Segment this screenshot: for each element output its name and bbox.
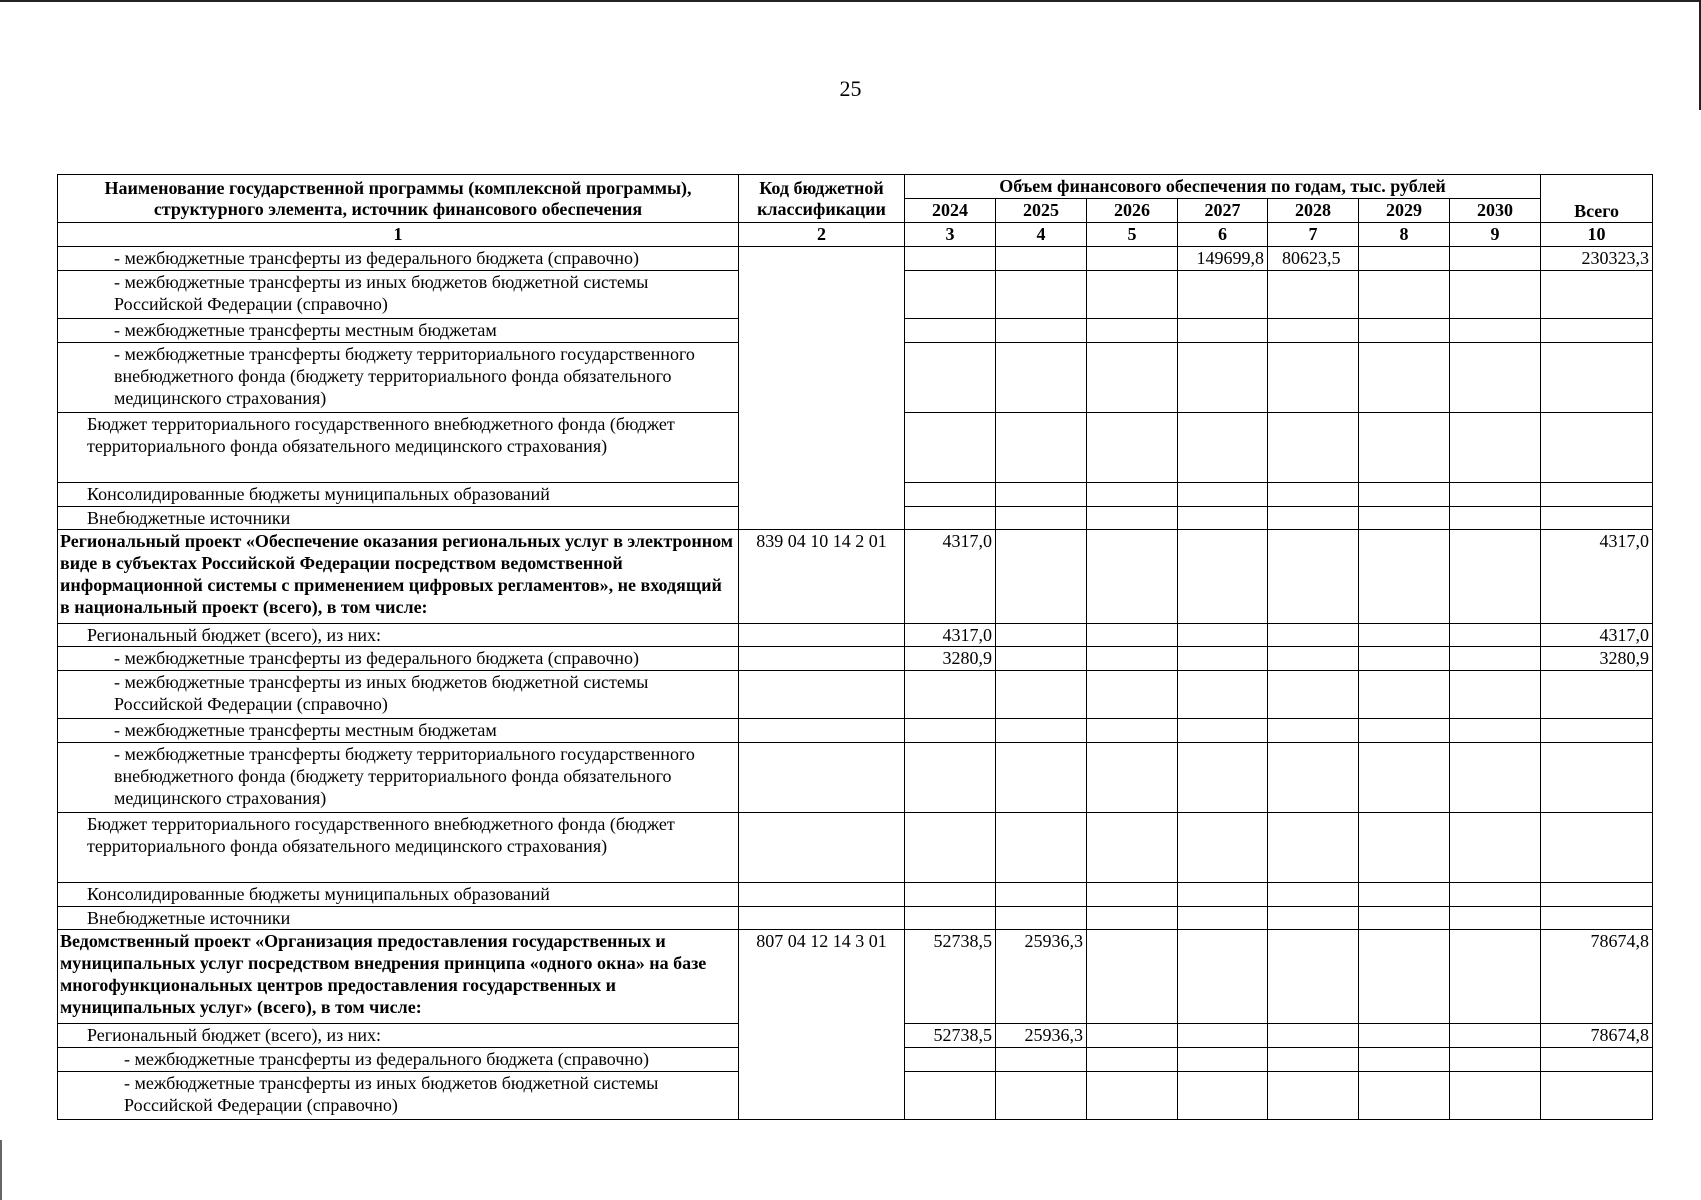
- column-number: 9: [1450, 223, 1541, 247]
- budget-code-cell: [739, 671, 905, 719]
- column-number: 5: [1087, 223, 1178, 247]
- header-year: 2024: [905, 199, 996, 223]
- total-value-cell: [1541, 883, 1653, 907]
- year-value-cell: [1178, 930, 1268, 1024]
- budget-code-cell: [739, 343, 905, 413]
- year-value-cell: [1268, 530, 1359, 624]
- year-value-cell: [1087, 907, 1178, 930]
- total-value-cell: [1541, 671, 1653, 719]
- year-value-cell: [1178, 883, 1268, 907]
- year-value-cell: [905, 719, 996, 743]
- year-value-cell: [905, 671, 996, 719]
- header-year: 2025: [996, 199, 1087, 223]
- year-value-cell: [1359, 530, 1450, 624]
- year-value-cell: [1359, 319, 1450, 343]
- budget-code-cell: [739, 813, 905, 883]
- year-value-cell: [996, 271, 1087, 319]
- year-value-cell: [996, 883, 1087, 907]
- project-name-cell: Ведомственный проект «Организация предоставления государственных и муниципальных услуг посредством внедрения принципа «одного окна» на базе многофункциональных центров предоставления государственных и муниципальных услуг» (всего), в том числе:: [58, 930, 739, 1024]
- header-row-top: [58, 175, 1653, 199]
- year-value-cell: [1450, 247, 1541, 271]
- year-value-cell: [1268, 624, 1359, 647]
- source-name-cell: - межбюджетные трансферты местным бюджетам: [58, 319, 739, 343]
- budget-code-cell: [739, 247, 905, 271]
- year-value-cell: [996, 743, 1087, 813]
- year-value-cell: [905, 813, 996, 883]
- year-value-cell: [1450, 907, 1541, 930]
- year-value-cell: [1178, 907, 1268, 930]
- year-value-cell: [1178, 483, 1268, 507]
- year-value-cell: [1087, 319, 1178, 343]
- year-value-cell: [1359, 907, 1450, 930]
- year-value-cell: [1450, 671, 1541, 719]
- year-value-cell: [996, 719, 1087, 743]
- budget-code-cell: 839 04 10 14 2 01: [739, 530, 905, 624]
- year-value-cell: [1450, 719, 1541, 743]
- year-value-cell: [1087, 883, 1178, 907]
- year-value-cell: [1087, 813, 1178, 883]
- year-value-cell: [1450, 530, 1541, 624]
- year-value-cell: [1450, 1048, 1541, 1072]
- year-value-cell: [1087, 624, 1178, 647]
- year-value-cell: 3280,9: [905, 647, 996, 671]
- table-row: [58, 1048, 1653, 1072]
- total-value-cell: [1541, 271, 1653, 319]
- year-value-cell: [905, 483, 996, 507]
- total-value-cell: 78674,8: [1541, 1024, 1653, 1048]
- year-value-cell: [1359, 1072, 1450, 1120]
- year-value-cell: [1178, 343, 1268, 413]
- year-value-cell: [1268, 883, 1359, 907]
- source-name-cell: Консолидированные бюджеты муниципальных образований: [58, 483, 739, 507]
- year-value-cell: [1178, 530, 1268, 624]
- year-value-cell: [1450, 343, 1541, 413]
- year-value-cell: [1450, 413, 1541, 483]
- year-value-cell: 52738,5: [905, 930, 996, 1024]
- year-value-cell: [1087, 271, 1178, 319]
- total-value-cell: 4317,0: [1541, 624, 1653, 647]
- year-value-cell: [1359, 271, 1450, 319]
- table-row: [58, 671, 1653, 719]
- table-row: [58, 413, 1653, 483]
- header-volume-col: Объем финансового обеспечения по годам, тыс. рублей: [905, 175, 1541, 199]
- year-value-cell: [996, 1048, 1087, 1072]
- budget-code-cell: [739, 719, 905, 743]
- table-row: [58, 907, 1653, 930]
- year-value-cell: [1268, 671, 1359, 719]
- header-year: 2027: [1178, 199, 1268, 223]
- year-value-cell: [1178, 624, 1268, 647]
- header-total-col: Всего: [1541, 175, 1653, 223]
- column-number: 8: [1359, 223, 1450, 247]
- year-value-cell: [1087, 1048, 1178, 1072]
- budget-code-cell: [739, 907, 905, 930]
- year-value-cell: [1450, 319, 1541, 343]
- year-value-cell: [1268, 343, 1359, 413]
- year-value-cell: [1087, 413, 1178, 483]
- year-value-cell: [1268, 930, 1359, 1024]
- year-value-cell: [1087, 530, 1178, 624]
- table-row: [58, 319, 1653, 343]
- project-name-cell: Региональный проект «Обеспечение оказания региональных услуг в электронном виде в субъектах Российской Федерации посредством ведомственной информационной системы с применением цифровых регламентов», не входящий в национальный проект (всего), в том числе:: [58, 530, 739, 624]
- year-value-cell: [1359, 671, 1450, 719]
- source-name-cell: Бюджет территориального государственного внебюджетного фонда (бюджет территориального фонда обязательного медицинского страхования): [58, 413, 739, 483]
- year-value-cell: 52738,5: [905, 1024, 996, 1048]
- year-value-cell: [1268, 1048, 1359, 1072]
- table-row: [58, 883, 1653, 907]
- budget-code-cell: 807 04 12 14 3 01: [739, 930, 905, 1024]
- year-value-cell: [996, 813, 1087, 883]
- year-value-cell: [1450, 883, 1541, 907]
- year-value-cell: [1087, 743, 1178, 813]
- year-value-cell: [1178, 413, 1268, 483]
- year-value-cell: [905, 1048, 996, 1072]
- total-value-cell: [1541, 1048, 1653, 1072]
- budget-code-cell: [739, 1072, 905, 1120]
- budget-code-cell: [739, 319, 905, 343]
- year-value-cell: [905, 247, 996, 271]
- year-value-cell: [1359, 883, 1450, 907]
- source-name-cell: - межбюджетные трансферты из федерального бюджета (справочно): [58, 247, 739, 271]
- year-value-cell: [1450, 624, 1541, 647]
- year-value-cell: [1359, 413, 1450, 483]
- year-value-cell: [1268, 907, 1359, 930]
- year-value-cell: [1268, 813, 1359, 883]
- year-value-cell: [1359, 624, 1450, 647]
- total-value-cell: [1541, 907, 1653, 930]
- total-value-cell: 4317,0: [1541, 530, 1653, 624]
- year-value-cell: [905, 907, 996, 930]
- source-name-cell: - межбюджетные трансферты бюджету территориального государственного внебюджетного фонда (бюджету территориального фонда обязательного медицинского страхования): [58, 743, 739, 813]
- year-value-cell: [1450, 930, 1541, 1024]
- budget-code-cell: [739, 413, 905, 483]
- year-value-cell: [1087, 483, 1178, 507]
- year-value-cell: 4317,0: [905, 624, 996, 647]
- source-name-cell: - межбюджетные трансферты местным бюджетам: [58, 719, 739, 743]
- year-value-cell: [1268, 319, 1359, 343]
- year-value-cell: [1178, 271, 1268, 319]
- year-value-cell: [1178, 813, 1268, 883]
- table-row: [58, 1072, 1653, 1120]
- year-value-cell: [1087, 247, 1178, 271]
- year-value-cell: [996, 1072, 1087, 1120]
- year-value-cell: 80623,5: [1268, 247, 1359, 271]
- source-name-cell: Региональный бюджет (всего), из них:: [58, 624, 739, 647]
- column-number: 10: [1541, 223, 1653, 247]
- year-value-cell: [905, 343, 996, 413]
- year-value-cell: [1450, 507, 1541, 530]
- year-value-cell: [996, 530, 1087, 624]
- total-value-cell: [1541, 343, 1653, 413]
- year-value-cell: [1268, 647, 1359, 671]
- budget-code-cell: [739, 647, 905, 671]
- header-code-col: Код бюджетной классификации: [739, 175, 905, 223]
- total-value-cell: 3280,9: [1541, 647, 1653, 671]
- year-value-cell: [1268, 743, 1359, 813]
- year-value-cell: [1087, 719, 1178, 743]
- source-name-cell: - межбюджетные трансферты из иных бюджетов бюджетной системы Российской Федерации (справочно): [58, 1072, 739, 1120]
- source-name-cell: Внебюджетные источники: [58, 507, 739, 530]
- year-value-cell: [905, 743, 996, 813]
- year-value-cell: [996, 624, 1087, 647]
- year-value-cell: [1359, 813, 1450, 883]
- year-value-cell: [996, 319, 1087, 343]
- year-value-cell: [1178, 743, 1268, 813]
- table-row: [58, 530, 1653, 624]
- budget-code-cell: [739, 1048, 905, 1072]
- year-value-cell: [1359, 483, 1450, 507]
- year-value-cell: [1450, 1024, 1541, 1048]
- year-value-cell: [1178, 647, 1268, 671]
- year-value-cell: 4317,0: [905, 530, 996, 624]
- source-name-cell: - межбюджетные трансферты бюджету территориального государственного внебюджетного фонда (бюджету территориального фонда обязательного медицинского страхования): [58, 343, 739, 413]
- year-value-cell: [996, 247, 1087, 271]
- year-value-cell: [905, 883, 996, 907]
- year-value-cell: [1087, 671, 1178, 719]
- table-row: [58, 507, 1653, 530]
- year-value-cell: [1178, 1072, 1268, 1120]
- source-name-cell: Региональный бюджет (всего), из них:: [58, 1024, 739, 1048]
- year-value-cell: [1450, 1072, 1541, 1120]
- year-value-cell: [996, 413, 1087, 483]
- header-year: 2026: [1087, 199, 1178, 223]
- year-value-cell: [1450, 483, 1541, 507]
- year-value-cell: [996, 507, 1087, 530]
- year-value-cell: 149699,8: [1178, 247, 1268, 271]
- year-value-cell: [1268, 271, 1359, 319]
- column-number: 2: [739, 223, 905, 247]
- budget-code-cell: [739, 483, 905, 507]
- year-value-cell: [1359, 647, 1450, 671]
- year-value-cell: [1178, 719, 1268, 743]
- budget-code-cell: [739, 271, 905, 319]
- scan-edge-left: [0, 1140, 2, 1200]
- source-name-cell: - межбюджетные трансферты из иных бюджетов бюджетной системы Российской Федерации (справочно): [58, 671, 739, 719]
- header-year: 2028: [1268, 199, 1359, 223]
- year-value-cell: [1178, 507, 1268, 530]
- table-row: [58, 343, 1653, 413]
- year-value-cell: [996, 907, 1087, 930]
- budget-code-cell: [739, 1024, 905, 1048]
- year-value-cell: [905, 413, 996, 483]
- table-row: [58, 930, 1653, 1024]
- year-value-cell: [905, 507, 996, 530]
- year-value-cell: 25936,3: [996, 1024, 1087, 1048]
- year-value-cell: [1178, 319, 1268, 343]
- budget-table: [57, 174, 1653, 1120]
- source-name-cell: Бюджет территориального государственного внебюджетного фонда (бюджет территориального фонда обязательного медицинского страхования): [58, 813, 739, 883]
- column-number: 4: [996, 223, 1087, 247]
- year-value-cell: [1359, 930, 1450, 1024]
- source-name-cell: - межбюджетные трансферты из иных бюджетов бюджетной системы Российской Федерации (справочно): [58, 271, 739, 319]
- header-name-col: Наименование государственной программы (комплексной программы), структурного элемента, источник финансового обеспечения: [58, 175, 739, 223]
- table-row: [58, 719, 1653, 743]
- column-number: 3: [905, 223, 996, 247]
- table-row: [58, 271, 1653, 319]
- table-row: [58, 1024, 1653, 1048]
- column-number-row: [58, 223, 1653, 247]
- year-value-cell: [905, 1072, 996, 1120]
- budget-code-cell: [739, 507, 905, 530]
- year-value-cell: [1087, 1024, 1178, 1048]
- year-value-cell: [1178, 1024, 1268, 1048]
- year-value-cell: [1359, 1024, 1450, 1048]
- year-value-cell: [1450, 647, 1541, 671]
- source-name-cell: Консолидированные бюджеты муниципальных образований: [58, 883, 739, 907]
- year-value-cell: [1087, 343, 1178, 413]
- total-value-cell: [1541, 1072, 1653, 1120]
- year-value-cell: [905, 271, 996, 319]
- scan-edge-top: [0, 0, 1701, 2]
- table-row: [58, 624, 1653, 647]
- source-name-cell: - межбюджетные трансферты из федерального бюджета (справочно): [58, 1048, 739, 1072]
- year-value-cell: [1268, 719, 1359, 743]
- year-value-cell: [1268, 1072, 1359, 1120]
- total-value-cell: [1541, 319, 1653, 343]
- year-value-cell: [1359, 507, 1450, 530]
- year-value-cell: [1087, 507, 1178, 530]
- year-value-cell: [996, 647, 1087, 671]
- total-value-cell: [1541, 743, 1653, 813]
- total-value-cell: 78674,8: [1541, 930, 1653, 1024]
- budget-code-cell: [739, 624, 905, 647]
- year-value-cell: [1359, 343, 1450, 413]
- year-value-cell: [1087, 647, 1178, 671]
- page-number: 25: [839, 76, 862, 101]
- total-value-cell: [1541, 413, 1653, 483]
- budget-code-cell: [739, 883, 905, 907]
- total-value-cell: [1541, 483, 1653, 507]
- year-value-cell: [905, 319, 996, 343]
- header-year: 2029: [1359, 199, 1450, 223]
- year-value-cell: [1450, 271, 1541, 319]
- year-value-cell: [1087, 930, 1178, 1024]
- year-value-cell: [1178, 671, 1268, 719]
- table-row: [58, 743, 1653, 813]
- year-value-cell: [1178, 1048, 1268, 1072]
- table-row: [58, 813, 1653, 883]
- total-value-cell: [1541, 719, 1653, 743]
- column-number: 1: [58, 223, 739, 247]
- total-value-cell: [1541, 507, 1653, 530]
- year-value-cell: [1359, 247, 1450, 271]
- year-value-cell: 25936,3: [996, 930, 1087, 1024]
- source-name-cell: Внебюджетные источники: [58, 907, 739, 930]
- header-year: 2030: [1450, 199, 1541, 223]
- year-value-cell: [1359, 719, 1450, 743]
- table-row: [58, 247, 1653, 271]
- year-value-cell: [1359, 1048, 1450, 1072]
- year-value-cell: [1268, 483, 1359, 507]
- table-row: [58, 483, 1653, 507]
- year-value-cell: [1268, 1024, 1359, 1048]
- column-number: 7: [1268, 223, 1359, 247]
- year-value-cell: [1450, 813, 1541, 883]
- year-value-cell: [1450, 743, 1541, 813]
- year-value-cell: [1268, 507, 1359, 530]
- table-row: [58, 647, 1653, 671]
- source-name-cell: - межбюджетные трансферты из федерального бюджета (справочно): [58, 647, 739, 671]
- total-value-cell: 230323,3: [1541, 247, 1653, 271]
- year-value-cell: [996, 671, 1087, 719]
- year-value-cell: [996, 483, 1087, 507]
- budget-code-cell: [739, 743, 905, 813]
- year-value-cell: [1268, 413, 1359, 483]
- year-value-cell: [996, 343, 1087, 413]
- year-value-cell: [1087, 1072, 1178, 1120]
- year-value-cell: [1359, 743, 1450, 813]
- total-value-cell: [1541, 813, 1653, 883]
- column-number: 6: [1178, 223, 1268, 247]
